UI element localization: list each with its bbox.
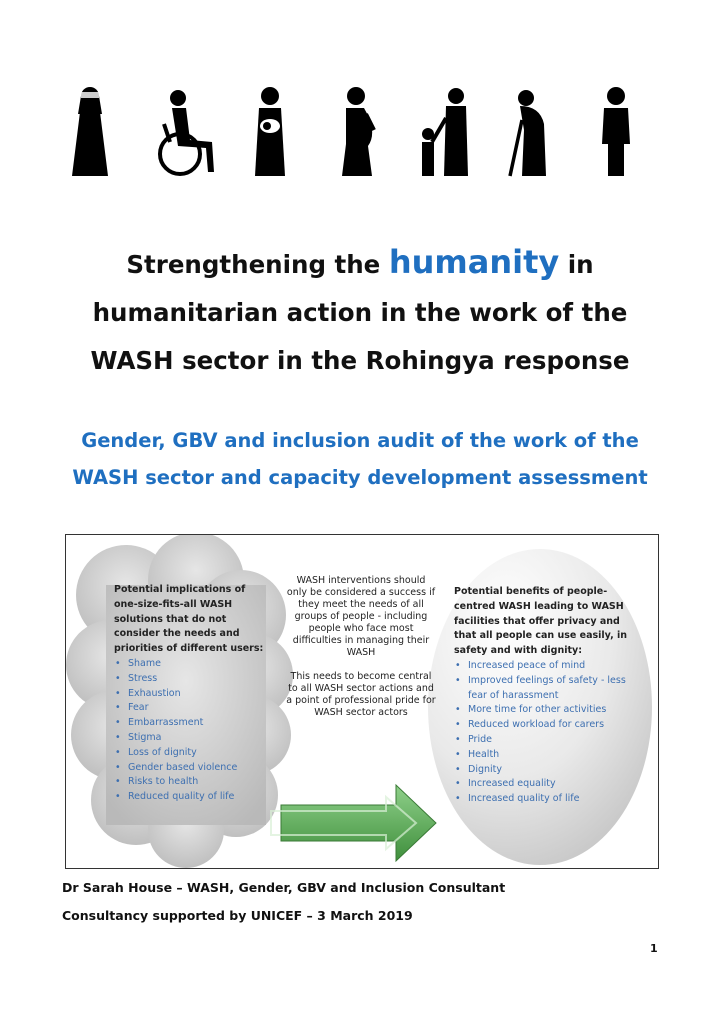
title-line-1: Strengthening the humanity in [126, 243, 594, 281]
list-item: • Fear [114, 701, 264, 716]
document-subtitle [40, 422, 680, 496]
list-item: • Exhaustion [114, 687, 264, 702]
title-line-3: WASH sector in the Rohingya response [90, 346, 630, 375]
adult-with-child-icon [422, 88, 468, 176]
elderly-with-cane-icon [510, 90, 546, 176]
implications-list [114, 657, 264, 805]
list-item: • Stigma [114, 731, 264, 746]
list-item: • Increased quality of life [454, 792, 634, 807]
success-message-paragraph-2: This needs to become central to all WASH sector actions and a point of professional pride for WASH sector actors [286, 671, 436, 718]
implications-heading: Potential implications of one-size-fits-all WASH solutions that do not consider the needs and priorities of different users: [114, 584, 264, 655]
summary-diagram [65, 534, 659, 869]
author-block [62, 874, 662, 930]
benefits-panel [454, 585, 634, 807]
list-item: • Reduced quality of life [114, 790, 264, 805]
man-standing-icon [602, 87, 630, 176]
list-item: • Dignity [454, 763, 634, 778]
success-message-paragraph-1: WASH interventions should only be considered a success if they meet the needs of all groups of people - including people who face most difficulties in managing their WASH [286, 575, 436, 658]
document-title [40, 238, 680, 385]
implications-panel [114, 583, 264, 805]
people-pictograms [60, 84, 660, 184]
title-highlight: humanity [388, 243, 560, 281]
woman-veiled-icon [72, 87, 108, 176]
list-item: • Increased equality [454, 777, 634, 792]
subtitle-line-2: WASH sector and capacity development assessment [72, 466, 648, 489]
subtitle-line-1: Gender, GBV and inclusion audit of the work of the [81, 429, 639, 452]
list-item: • Loss of dignity [114, 746, 264, 761]
woman-with-baby-icon [255, 87, 285, 176]
list-item: • Gender based violence [114, 761, 264, 776]
list-item: • Risks to health [114, 775, 264, 790]
list-item: • Reduced workload for carers [454, 718, 634, 733]
success-message-panel [286, 575, 436, 731]
title-line-2: humanitarian action in the work of the [92, 298, 628, 327]
list-item: • Health [454, 748, 634, 763]
list-item: • Stress [114, 672, 264, 687]
pregnant-woman-icon [342, 87, 374, 176]
consultancy-line: Consultancy supported by UNICEF – 3 March 2019 [62, 908, 413, 923]
list-item: • Pride [454, 733, 634, 748]
benefits-heading: Potential benefits of people-centred WASH leading to WASH facilities that offer privacy and that all people can use easily, in safety and with dignity: [454, 586, 628, 657]
list-item: • Embarrassment [114, 716, 264, 731]
list-item: • More time for other activities [454, 703, 634, 718]
benefits-list [454, 659, 634, 807]
list-item: • Increased peace of mind [454, 659, 634, 674]
list-item: • Improved feelings of safety - less fear of harassment [454, 674, 634, 704]
page-number: 1 [650, 942, 658, 955]
arrow-shape [271, 785, 436, 861]
author-line: Dr Sarah House – WASH, Gender, GBV and Inclusion Consultant [62, 880, 506, 895]
list-item: • Shame [114, 657, 264, 672]
wheelchair-user-icon [160, 90, 214, 174]
